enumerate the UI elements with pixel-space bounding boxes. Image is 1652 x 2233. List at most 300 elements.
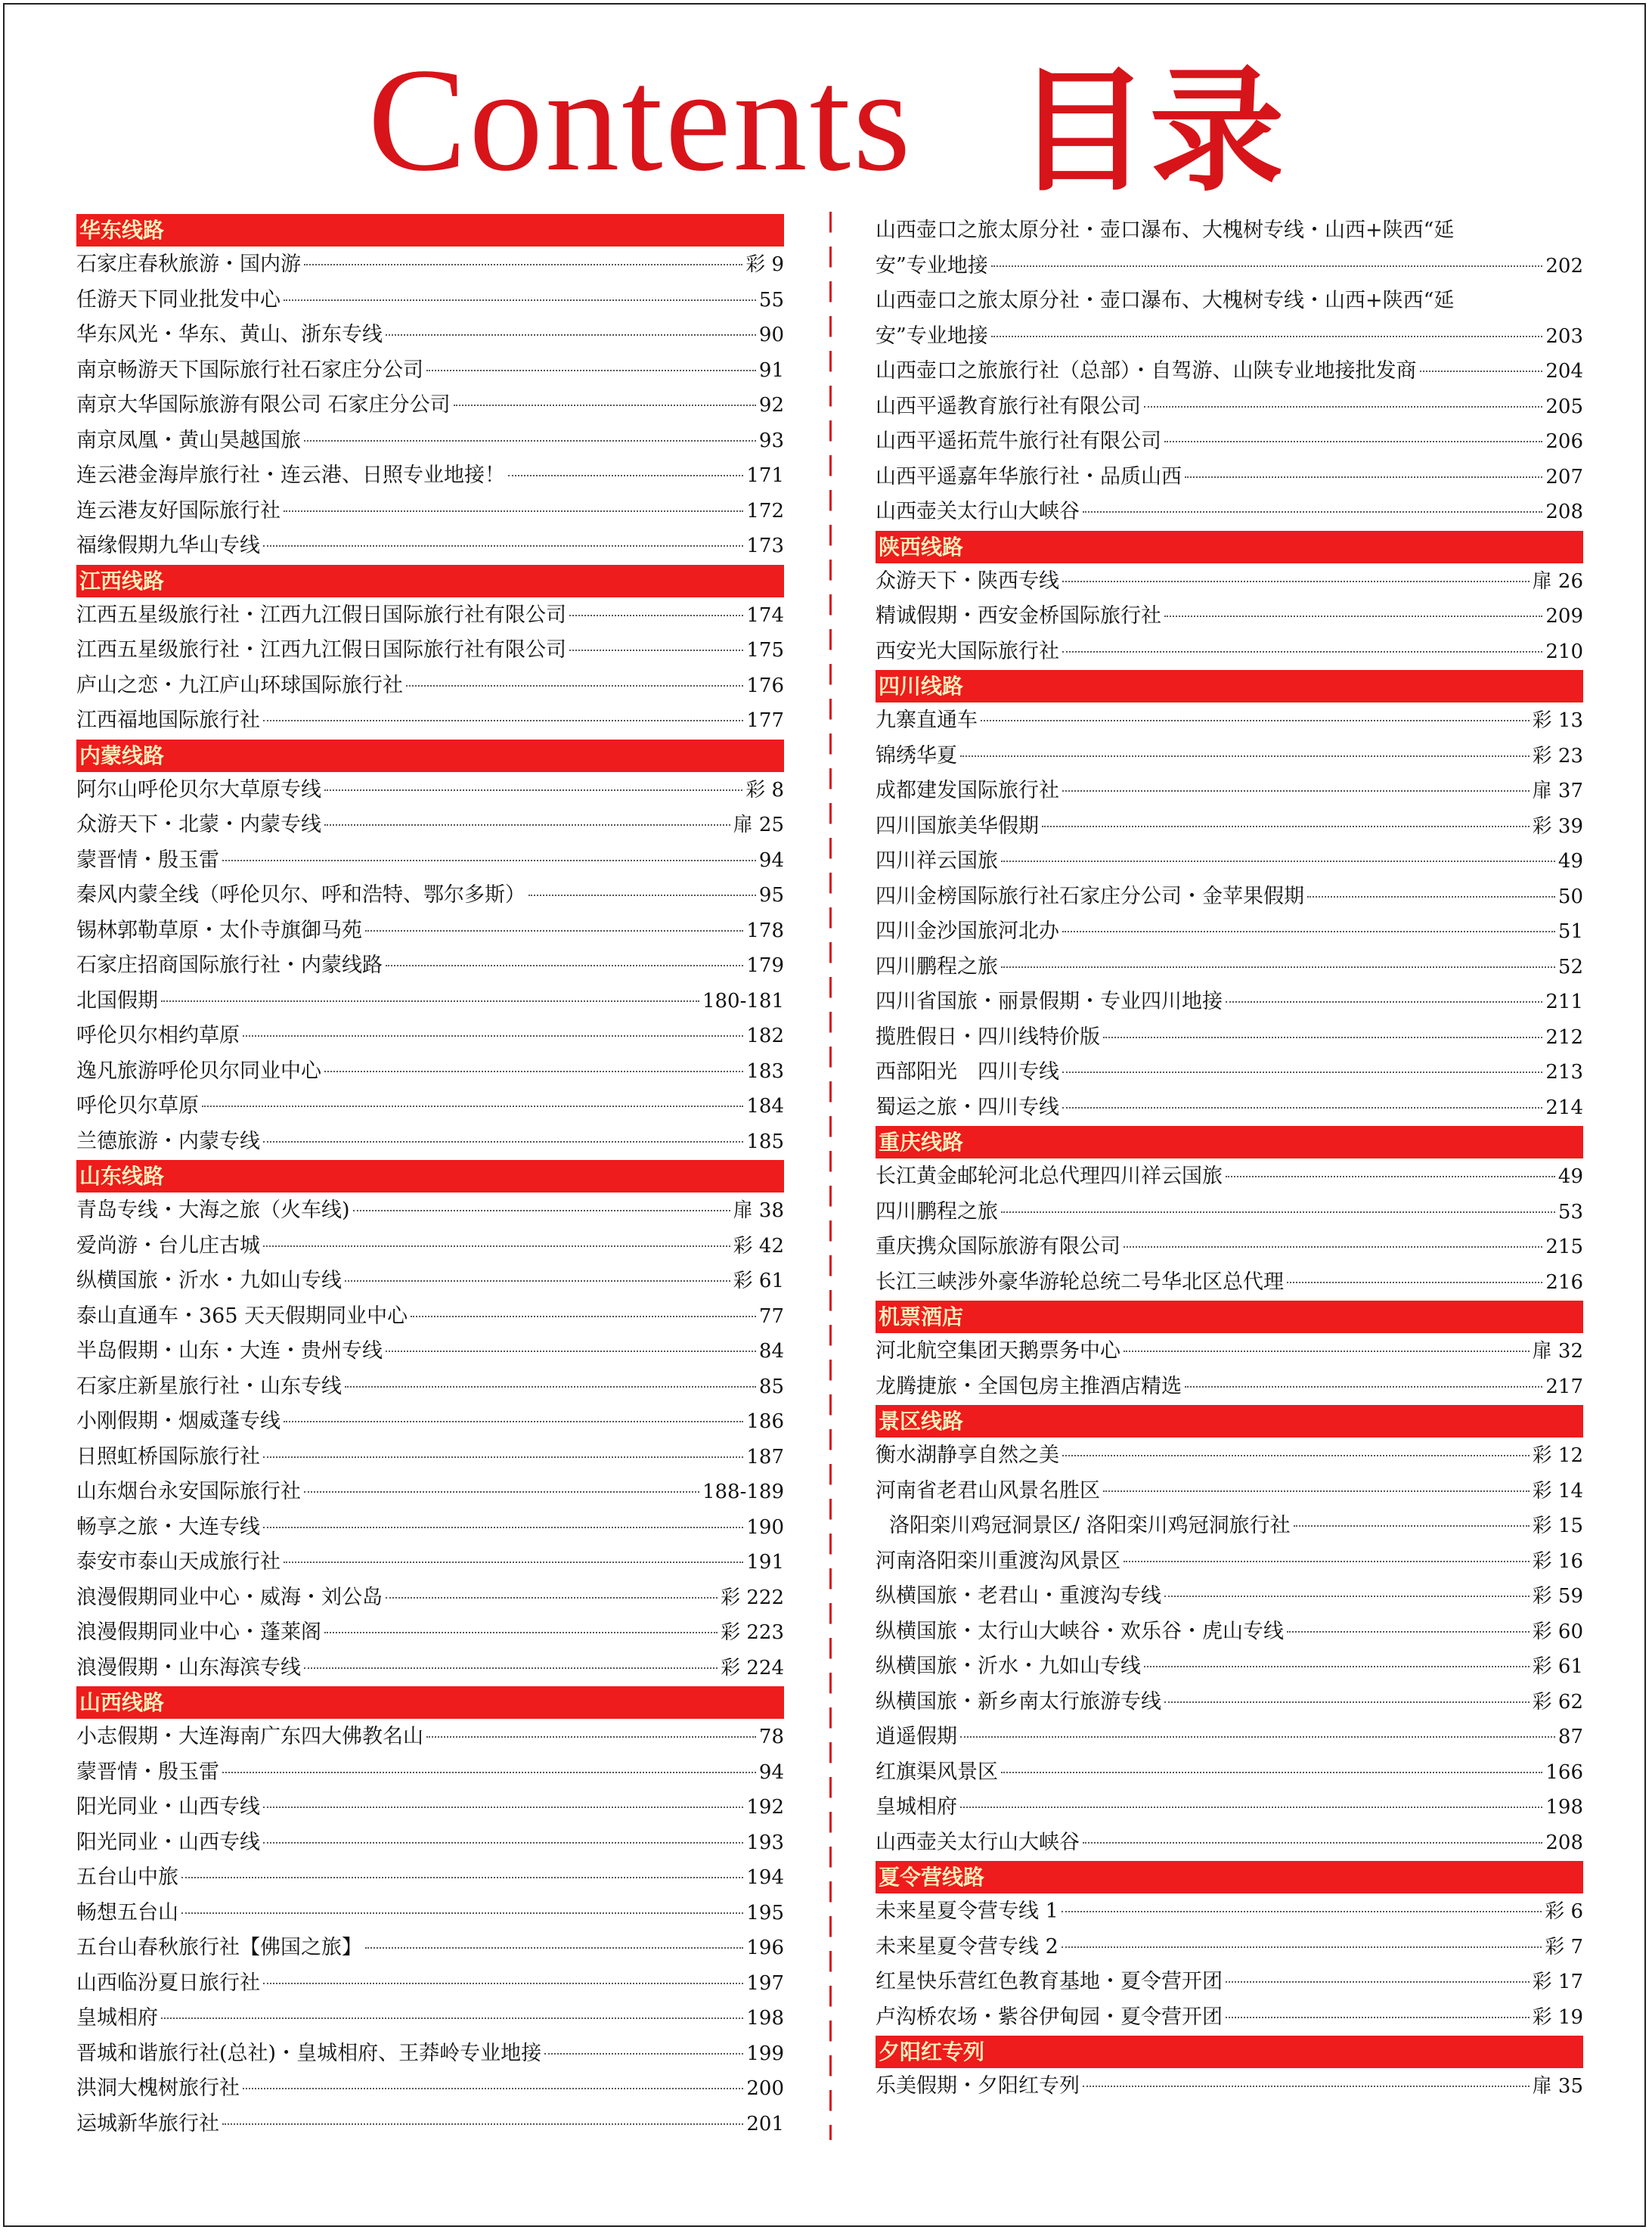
toc-entry-page: 217 (1545, 1375, 1583, 1398)
toc-entry-page: 166 (1545, 1760, 1583, 1784)
dot-leader (263, 1807, 743, 1808)
toc-entry[interactable] (76, 1966, 784, 2002)
toc-entry-page: 彩 62 (1532, 1690, 1583, 1714)
toc-entry[interactable] (76, 423, 784, 459)
toc-entry[interactable] (76, 1019, 784, 1054)
toc-entry[interactable] (76, 1369, 784, 1405)
dot-leader (960, 1736, 1555, 1738)
toc-entry[interactable] (76, 318, 784, 353)
dot-leader (222, 1772, 756, 1773)
toc-entry[interactable] (76, 2107, 784, 2142)
toc-entry-page: 208 (1545, 501, 1583, 523)
dot-leader (1287, 1282, 1542, 1283)
toc-entry[interactable] (876, 879, 1583, 915)
toc-entry[interactable] (876, 1230, 1583, 1265)
toc-entry[interactable] (876, 1894, 1583, 1930)
toc-entry-title: 阳光同业・山西专线 (76, 1795, 260, 1819)
toc-entry[interactable] (76, 494, 784, 529)
toc-entry[interactable] (876, 985, 1583, 1020)
toc-entry-title: 蜀运之旅・四川专线 (876, 1095, 1059, 1119)
toc-entry[interactable] (876, 1544, 1583, 1580)
toc-entry[interactable] (876, 599, 1583, 634)
section-header: 华东线路 (76, 214, 784, 247)
toc-entry-page: 扉 38 (733, 1199, 784, 1222)
toc-entry-title: 成都建发国际旅行社 (876, 779, 1059, 802)
toc-entry-title: 四川祥云国旅 (876, 849, 998, 873)
toc-entry-page: 77 (758, 1304, 784, 1328)
toc-entry-title: 纵横国旅・老君山・重渡沟专线 (876, 1584, 1161, 1608)
toc-entry-title: 四川省国旅・丽景假期・专业四川地接 (876, 990, 1223, 1013)
toc-entry-page: 192 (746, 1796, 784, 1819)
toc-entry[interactable] (76, 984, 784, 1019)
toc-entry-title: 华东风光・华东、黄山、浙东专线 (76, 323, 383, 346)
toc-entry[interactable] (76, 1790, 784, 1825)
dot-leader (1083, 2086, 1530, 2087)
dot-leader (243, 1035, 743, 1037)
toc-entry-title: 洛阳栾川鸡冠洞景区/ 洛阳栾川鸡冠洞旅行社 (889, 1514, 1291, 1537)
toc-entry-title: 石家庄招商国际旅行社・内蒙线路 (76, 954, 383, 977)
toc-entry-page: 183 (746, 1059, 784, 1083)
dot-leader (1420, 371, 1543, 372)
toc-entry-page: 53 (1557, 1200, 1583, 1223)
toc-entry[interactable] (876, 564, 1583, 600)
dot-leader (1062, 790, 1530, 792)
toc-entry-page: 彩 13 (1532, 709, 1583, 732)
toc-entry-title: 龙腾捷旅・全国包房主推酒店精选 (876, 1374, 1182, 1398)
toc-entry-title: 泰山直通车・365 天天假期同业中心 (76, 1304, 408, 1328)
toc-entry-page: 184 (746, 1095, 784, 1118)
toc-entry[interactable] (76, 1510, 784, 1546)
toc-entry[interactable] (76, 1475, 784, 1510)
toc-entry-title: 南京畅游天下国际旅行社石家庄分公司 (76, 358, 423, 382)
dot-leader (991, 265, 1543, 267)
toc-entry[interactable] (876, 389, 1583, 425)
toc-entry-title: 五台山中旅 (76, 1865, 178, 1889)
dot-leader (1062, 651, 1542, 653)
toc-entry[interactable] (876, 809, 1583, 845)
toc-entry-title: 蒙晋情・殷玉雷 (76, 1760, 219, 1784)
toc-entry-title: 阳光同业・山西专线 (76, 1830, 260, 1854)
toc-entry[interactable] (876, 249, 1583, 284)
toc-entry-title: 纵横国旅・太行山大峡谷・欢乐谷・虎山专线 (876, 1619, 1284, 1643)
toc-entry-page: 52 (1557, 955, 1583, 978)
toc-entry[interactable] (76, 1193, 784, 1229)
toc-entry-page: 207 (1545, 465, 1583, 488)
toc-entry-title: 晋城和谐旅行社(总社)・皇城相府、王莽岭专业地接 (76, 2041, 542, 2065)
toc-entry[interactable] (876, 1474, 1583, 1509)
toc-entry-page: 彩 60 (1532, 1620, 1583, 1643)
dot-leader (1103, 1037, 1542, 1038)
section-header: 机票酒店 (876, 1301, 1583, 1333)
dot-leader (353, 1210, 730, 1211)
dot-leader (426, 370, 756, 371)
dot-leader (569, 615, 743, 616)
toc-entry-page: 彩 16 (1532, 1549, 1583, 1573)
toc-entry-page: 198 (746, 2007, 784, 2030)
toc-entry[interactable] (76, 1896, 784, 1931)
toc-entry[interactable] (76, 2001, 784, 2036)
toc-entry[interactable] (76, 1054, 784, 1090)
toc-entry-page: 198 (1545, 1796, 1583, 1819)
toc-entry-page: 215 (1545, 1236, 1583, 1258)
toc-entry-page: 182 (746, 1025, 784, 1047)
toc-entry[interactable] (876, 1965, 1583, 2000)
dot-leader (528, 895, 756, 896)
toc-entry-title: 呼伦贝尔草原 (76, 1094, 199, 1118)
toc-entry[interactable] (876, 634, 1583, 670)
toc-entry-page: 193 (746, 1831, 784, 1854)
toc-entry-title: 五台山春秋旅行社【佛国之旅】 (76, 1936, 362, 1959)
toc-entry-title: 未来星夏令营专线 1 (876, 1900, 1058, 1923)
toc-entry[interactable] (876, 703, 1583, 739)
dot-leader (1001, 1772, 1542, 1773)
toc-entry[interactable] (76, 878, 784, 913)
toc-entry-page: 95 (758, 884, 784, 907)
toc-entry[interactable] (76, 1720, 784, 1755)
toc-entry-page: 91 (758, 358, 784, 382)
toc-entry[interactable] (76, 529, 784, 564)
toc-entry[interactable] (876, 1720, 1583, 1755)
toc-entry-title: 阿尔山呼伦贝尔大草原专线 (76, 777, 321, 802)
toc-entry[interactable] (76, 283, 784, 318)
toc-entry-page: 50 (1557, 885, 1583, 908)
toc-entry[interactable] (876, 1265, 1583, 1301)
title-chinese: 目录 (1015, 53, 1285, 209)
toc-entry-title: 青岛专线・大海之旅（火车线) (76, 1199, 350, 1222)
toc-entry[interactable] (876, 319, 1583, 355)
toc-entry-page: 172 (746, 499, 784, 523)
toc-entry[interactable] (876, 1825, 1583, 1861)
toc-entry[interactable] (76, 598, 784, 634)
toc-entry-line1[interactable]: 山西壶口之旅太原分社・壶口瀑布、大槐树专线・山西+陕西“延 (876, 289, 1455, 312)
toc-entry-title: 小志假期・大连海南广东四大佛教名山 (76, 1725, 423, 1748)
toc-entry-page: 186 (746, 1410, 784, 1433)
toc-entry[interactable] (76, 1440, 784, 1475)
title-english: Contents (367, 37, 913, 202)
toc-entry-page: 195 (746, 1901, 784, 1924)
dot-leader (1083, 1842, 1542, 1844)
toc-entry-title: 山西平遥教育旅行社有限公司 (876, 394, 1141, 418)
toc-entry[interactable] (876, 1509, 1583, 1544)
dot-leader (406, 685, 743, 687)
toc-entry[interactable] (76, 913, 784, 949)
dot-leader (386, 965, 743, 966)
toc-entry[interactable] (76, 1755, 784, 1791)
toc-entry[interactable] (76, 247, 784, 283)
toc-entry[interactable] (876, 914, 1583, 950)
toc-entry[interactable] (876, 1649, 1583, 1685)
toc-entry-page: 216 (1545, 1270, 1583, 1294)
dot-leader (1062, 1107, 1542, 1109)
section-header: 夕阳红专列 (876, 2036, 1583, 2068)
toc-entry[interactable] (76, 948, 784, 984)
toc-entry[interactable] (76, 1299, 784, 1335)
toc-entry-page: 彩 42 (733, 1234, 784, 1258)
toc-entry[interactable] (76, 353, 784, 389)
dot-leader (1001, 966, 1555, 968)
toc-entry[interactable] (876, 950, 1583, 985)
toc-entry-page: 197 (746, 1971, 784, 1995)
toc-entry-title: 山西壶关太行山大峡谷 (876, 1830, 1080, 1854)
toc-entry-title: 长江三峡涉外豪华游轮总统二号华北区总代理 (876, 1270, 1284, 1294)
toc-entry[interactable] (76, 703, 784, 739)
toc-entry-title: 河南省老君山风景名胜区 (876, 1478, 1100, 1503)
toc-entry-page: 173 (746, 535, 784, 557)
toc-entry-page: 92 (758, 394, 784, 417)
toc-entry-title: 逍遥假期 (876, 1725, 957, 1748)
toc-entry-page: 213 (1545, 1061, 1583, 1084)
dot-leader (1001, 1211, 1555, 1213)
dot-leader (1062, 581, 1530, 582)
toc-entry-title: 浪漫假期同业中心・蓬莱阁 (76, 1620, 321, 1644)
toc-entry-page: 49 (1557, 850, 1583, 873)
toc-entry[interactable] (876, 844, 1583, 879)
dot-leader (1001, 861, 1555, 862)
dot-leader (304, 1491, 699, 1493)
toc-entry[interactable] (76, 1404, 784, 1440)
dot-leader (1185, 1386, 1542, 1388)
toc-entry-page: 90 (758, 324, 784, 346)
toc-entry-page: 扉 35 (1532, 2075, 1583, 2098)
toc-entry-page: 彩 61 (733, 1270, 784, 1292)
dot-leader (324, 1632, 718, 1633)
toc-entry[interactable] (76, 1089, 784, 1124)
dot-leader (1226, 2017, 1530, 2018)
toc-entry[interactable] (76, 668, 784, 704)
dot-leader (1226, 1001, 1542, 1003)
section-header: 江西线路 (76, 565, 784, 597)
dot-leader (1287, 1631, 1530, 1633)
toc-entry-title: 纵横国旅・沂水・九如山专线 (76, 1269, 342, 1292)
toc-entry-page: 扉 32 (1532, 1340, 1583, 1363)
dot-leader (263, 1245, 730, 1247)
dot-leader (1124, 1561, 1530, 1562)
toc-entry-page: 204 (1545, 360, 1583, 383)
toc-entry[interactable] (76, 1545, 784, 1580)
toc-entry[interactable] (76, 773, 784, 808)
dot-leader (161, 1000, 699, 1002)
toc-entry-title: 山西壶口之旅旅行社（总部）・自驾游、山陕专业地接批发商 (876, 359, 1417, 383)
toc-entry-page: 55 (758, 288, 784, 312)
dot-leader (263, 720, 743, 721)
dot-leader (365, 1947, 743, 1949)
toc-entry-page: 187 (746, 1445, 784, 1469)
dot-leader (1083, 511, 1542, 513)
toc-entry[interactable] (876, 1334, 1583, 1369)
toc-entry-page: 扉 25 (733, 814, 784, 836)
toc-entry-page: 彩 224 (721, 1656, 784, 1679)
dot-leader (1144, 406, 1542, 408)
toc-entry[interactable] (76, 1651, 784, 1686)
toc-entry-title: 乐美假期・夕阳红专列 (876, 2074, 1080, 2098)
dot-leader (386, 1597, 718, 1599)
toc-entry[interactable] (876, 1755, 1583, 1791)
dot-leader (365, 930, 743, 932)
toc-entry-page: 彩 23 (1532, 744, 1583, 768)
dot-leader (1062, 1072, 1542, 1073)
toc-entry-title: 浪漫假期同业中心・威海・刘公岛 (76, 1585, 383, 1609)
toc-entry[interactable] (876, 1159, 1583, 1195)
toc-entry[interactable] (76, 2036, 784, 2072)
dot-leader (304, 440, 756, 442)
dot-leader (263, 1141, 743, 1143)
toc-entry-page: 206 (1545, 430, 1583, 453)
toc-entry-page: 209 (1545, 605, 1583, 628)
dot-leader (1164, 1701, 1530, 1703)
toc-entry[interactable] (876, 1090, 1583, 1126)
dot-leader (1294, 1525, 1530, 1527)
toc-entry-title: 洪洞大槐树旅行社 (76, 2076, 240, 2100)
toc-entry-title: 纵横国旅・新乡南太行旅游专线 (876, 1689, 1161, 1714)
toc-entry[interactable] (876, 1614, 1583, 1650)
toc-entry-title: 逸凡旅游呼伦贝尔同业中心 (76, 1059, 321, 1083)
toc-entry[interactable] (876, 739, 1583, 774)
toc-entry-page: 94 (758, 1760, 784, 1784)
dot-leader (181, 1912, 743, 1914)
toc-entry-page: 205 (1545, 395, 1583, 418)
dot-leader (1226, 1981, 1530, 1983)
toc-entry-page: 94 (758, 848, 784, 872)
dot-leader (324, 1071, 743, 1072)
dot-leader (202, 1106, 743, 1107)
dot-leader (1103, 1490, 1530, 1492)
toc-entry[interactable] (876, 1438, 1583, 1474)
toc-entry[interactable] (876, 1195, 1583, 1230)
toc-entry-title: 浪漫假期・山东海滨专线 (76, 1655, 301, 1679)
toc-entry-page: 彩 19 (1532, 2005, 1583, 2029)
toc-entry-page: 174 (746, 603, 784, 627)
section-header: 陕西线路 (876, 531, 1583, 563)
toc-entry[interactable] (76, 458, 784, 494)
toc-entry-page: 彩 61 (1532, 1655, 1583, 1678)
toc-entry-title: 江西五星级旅行社・江西九江假日国际旅行社有限公司 (76, 638, 566, 662)
column-divider (829, 212, 832, 2140)
toc-entry[interactable] (76, 1860, 784, 1896)
toc-entry-title: 四川金沙国旅河北办 (876, 920, 1059, 943)
section-header: 夏令营线路 (876, 1861, 1583, 1893)
toc-entry[interactable] (76, 1615, 784, 1651)
toc-entry[interactable] (76, 808, 784, 843)
toc-entry-line1[interactable]: 山西壶口之旅太原分社・壶口瀑布、大槐树专线・山西+陕西“延 (876, 219, 1455, 242)
toc-entry[interactable] (876, 354, 1583, 389)
toc-entry-page: 188-189 (702, 1481, 784, 1503)
toc-entry[interactable] (76, 2071, 784, 2107)
toc-entry-title: 山西临汾夏日旅行社 (76, 1971, 260, 1995)
dot-leader (1124, 1246, 1542, 1248)
toc-entry-page: 201 (746, 2112, 784, 2135)
toc-entry-page: 178 (746, 919, 784, 942)
toc-entry-title: 未来星夏令营专线 2 (876, 1934, 1058, 1959)
toc-entry[interactable] (876, 1369, 1583, 1405)
dot-leader (284, 1421, 743, 1422)
toc-entry-title: 安”专业地接 (876, 324, 988, 348)
toc-entry[interactable] (76, 1334, 784, 1369)
toc-entry[interactable] (876, 2000, 1583, 2036)
dot-leader (454, 405, 756, 406)
toc-entry-title: 红星快乐营红色教育基地・夏令营开团 (876, 1970, 1223, 1993)
dot-leader (161, 2017, 743, 2019)
toc-entry-title: 日照虹桥国际旅行社 (76, 1444, 260, 1469)
toc-entry-page: 185 (746, 1130, 784, 1153)
dot-leader (304, 264, 742, 265)
toc-entry-title: 西部阳光 四川专线 (876, 1060, 1059, 1084)
toc-entry-page: 51 (1557, 920, 1583, 943)
toc-entry[interactable] (876, 1930, 1583, 1965)
toc-entry-title: 山西壶关太行山大峡谷 (876, 500, 1080, 523)
toc-entry-page: 191 (746, 1551, 784, 1574)
toc-entry-title: 红旗渠风景区 (876, 1760, 998, 1784)
toc-entry-title: 卢沟桥农场・紫谷伊甸园・夏令营开团 (876, 2005, 1223, 2029)
toc-entry-page: 171 (746, 464, 784, 487)
toc-entry[interactable] (876, 1055, 1583, 1090)
toc-entry-title: 半岛假期・山东・大连・贵州专线 (76, 1339, 383, 1363)
contents-column-left (76, 213, 784, 2142)
toc-entry-title: 九寨直通车 (876, 709, 978, 732)
toc-entry-title: 福缘假期九华山专线 (76, 534, 260, 557)
dot-leader (426, 1736, 756, 1738)
dot-leader (508, 475, 743, 476)
dot-leader (386, 1351, 756, 1352)
toc-entry[interactable] (76, 1580, 784, 1616)
dot-leader (345, 1280, 730, 1282)
toc-entry-page: 176 (746, 674, 784, 697)
dot-leader (284, 299, 756, 301)
toc-entry[interactable] (76, 1124, 784, 1160)
toc-entry-title: 皇城相府 (76, 2006, 158, 2030)
page-title (0, 23, 1652, 216)
dot-leader (263, 1527, 743, 1528)
section-header: 四川线路 (876, 670, 1583, 702)
toc-entry-title: 衡水湖静享自然之美 (876, 1444, 1059, 1467)
toc-entry[interactable] (876, 460, 1583, 495)
toc-entry-page: 彩 59 (1532, 1585, 1583, 1608)
toc-entry[interactable] (76, 388, 784, 423)
toc-entry-title: 北国假期 (76, 988, 158, 1013)
section-header: 山西线路 (76, 1686, 784, 1719)
toc-entry[interactable] (76, 1825, 784, 1861)
toc-entry-page: 彩 7 (1545, 1935, 1583, 1959)
dot-leader (1062, 931, 1555, 932)
toc-entry[interactable] (876, 774, 1583, 809)
toc-entry-page: 彩 17 (1532, 1971, 1583, 1993)
toc-entry-title: 连云港友好国际旅行社 (76, 498, 280, 523)
toc-entry[interactable] (876, 1020, 1583, 1056)
toc-entry-title: 畅享之旅・大连专线 (76, 1515, 260, 1539)
toc-entry[interactable] (876, 1790, 1583, 1825)
section-header: 山东线路 (76, 1160, 784, 1192)
toc-entry[interactable] (876, 1579, 1583, 1614)
toc-entry[interactable] (76, 1931, 784, 1966)
toc-entry[interactable] (876, 1685, 1583, 1720)
toc-entry-title: 江西五星级旅行社・江西九江假日国际旅行社有限公司 (76, 603, 566, 627)
toc-entry[interactable] (76, 1264, 784, 1299)
section-header: 景区线路 (876, 1405, 1583, 1437)
toc-entry[interactable] (876, 2069, 1583, 2104)
toc-entry[interactable] (876, 495, 1583, 530)
toc-entry-page: 扉 26 (1532, 569, 1583, 593)
toc-entry-page: 196 (746, 1937, 784, 1959)
toc-entry-page: 彩 8 (745, 778, 784, 802)
toc-entry-page: 179 (746, 954, 784, 977)
dot-leader (981, 720, 1530, 721)
toc-entry[interactable] (876, 424, 1583, 460)
toc-entry-page: 78 (758, 1726, 784, 1748)
toc-entry[interactable] (76, 843, 784, 879)
dot-leader (1226, 1176, 1555, 1177)
toc-entry[interactable] (76, 633, 784, 668)
toc-entry[interactable] (76, 1229, 784, 1264)
dot-leader (324, 789, 742, 791)
